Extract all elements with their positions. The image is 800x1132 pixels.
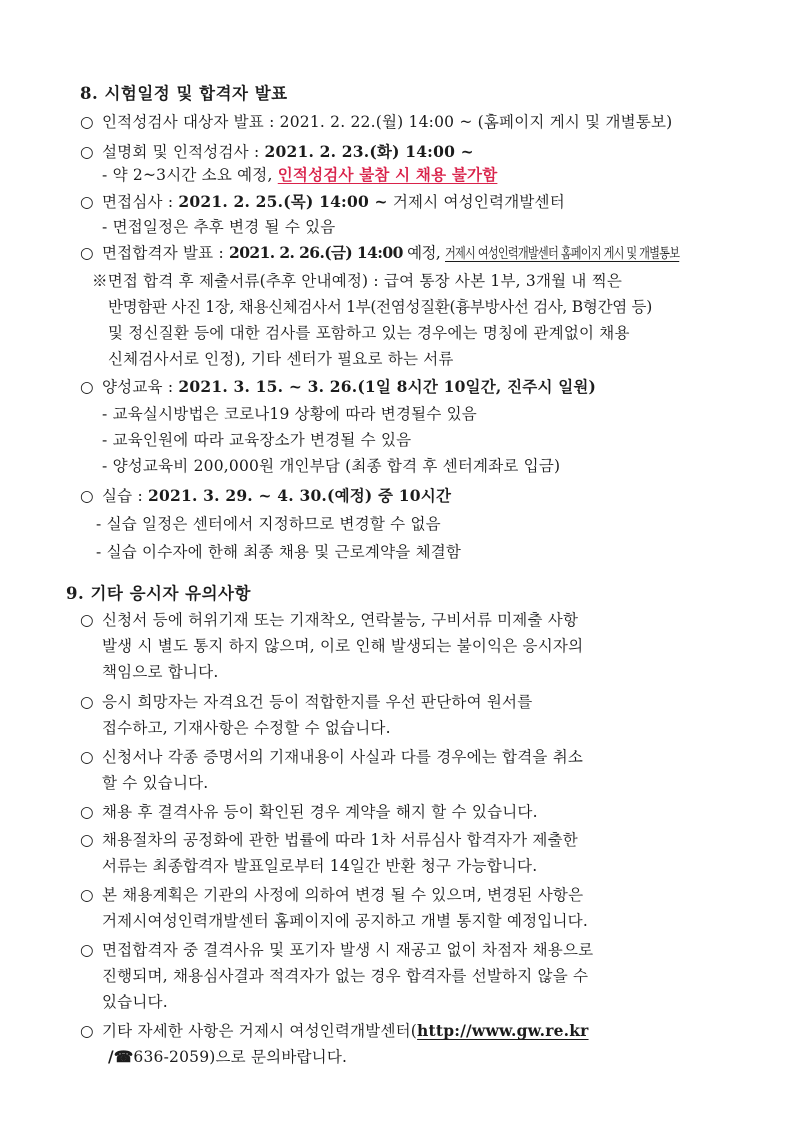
s8-item-5: ○ 양성교육 : 2021. 3. 15. ~ 3. 26.(1일 8시간 10일간, 진주시 일원) (80, 377, 597, 396)
s9-para-7-line-1: ○ 면접합격자 중 결격사유 및 포기자 발생 시 재공고 없이 차점자 채용으로 (80, 941, 594, 959)
s9-para-6-line-1: ○ 본 채용계획은 기관의 사정에 의하여 변경 될 수 있으며, 변경된 사항은 (80, 886, 584, 904)
s8-item-6-sub-2: - 실습 이수자에 한해 최종 채용 및 근로계약을 체결함 (96, 543, 462, 561)
s9-para-1-line-1: ○ 신청서 등에 허위기재 또는 기재착오, 연락불능, 구비서류 미제출 사항 (80, 611, 579, 629)
s8-item-5-sub-1: - 교육실시방법은 코로나19 상황에 따라 변경될수 있음 (102, 405, 477, 423)
s8-note-line-4: 신체검사서로 인정), 기타 센터가 필요로 하는 서류 (108, 350, 454, 368)
section-9-title: 9. 기타 응시자 유의사항 (66, 584, 251, 603)
section-8-title: 8. 시험일정 및 합격자 발표 (80, 84, 288, 103)
s8-item-5-sub-2: - 교육인원에 따라 교육장소가 변경될 수 있음 (102, 431, 412, 449)
s8-note-line-1: ※면접 합격 후 제출서류(추후 안내예정) : 급여 통장 사본 1부, 3개월 내 찍은 (92, 272, 623, 290)
s9-para-1-line-3: 책임으로 합니다. (102, 663, 219, 681)
s9-para-7-line-3: 있습니다. (102, 993, 168, 1011)
s9-para-4-line-1: ○ 채용 후 결격사유 등이 확인된 경우 계약을 해지 할 수 있습니다. (80, 803, 538, 821)
s9-para-2-line-2: 접수하고, 기재사항은 수정할 수 없습니다. (102, 719, 391, 737)
s8-item-4: ○ 면접합격자 발표 : 2021. 2. 26.(금) 14:00 예정, 거제시 여성인력개발센터 홈페이지 게시 및 개별통보 (80, 243, 679, 262)
s9-para-8-line-1: ○ 기타 자세한 사항은 거제시 여성인력개발센터(http://www.gw.re.kr (80, 1021, 589, 1040)
s9-para-3-line-2: 할 수 있습니다. (102, 774, 209, 792)
s9-para-3-line-1: ○ 신청서나 각종 증명서의 기재내용이 사실과 다를 경우에는 합격을 취소 (80, 748, 584, 766)
s9-para-6-line-2: 거제시여성인력개발센터 홈페이지에 공지하고 개별 통지할 예정입니다. (102, 912, 588, 930)
website-link[interactable]: http://www.gw.re.kr (417, 1021, 589, 1040)
s8-note-line-2: 반명함판 사진 1장, 채용신체검사서 1부(전염성질환(흉부방사선 검사, B형간염 등) (108, 298, 652, 316)
s8-item-6-sub-1: - 실습 일정은 센터에서 지정하므로 변경할 수 없음 (96, 515, 441, 533)
s8-item-2-sub: - 약 2~3시간 소요 예정, 인적성검사 불참 시 채용 불가함 (102, 165, 498, 184)
s9-para-2-line-1: ○ 응시 희망자는 자격요건 등이 적합한지를 우선 판단하여 원서를 (80, 693, 533, 711)
warning-text: 인적성검사 불참 시 채용 불가함 (277, 165, 498, 184)
s9-para-5-line-2: 서류는 최종합격자 발표일로부터 14일간 반환 청구 가능합니다. (102, 857, 538, 875)
s9-para-1-line-2: 발생 시 별도 통지 하지 않으며, 이로 인해 발생되는 불이익은 응시자의 (102, 637, 584, 655)
s8-item-3: ○ 면접심사 : 2021. 2. 25.(목) 14:00 ~ 거제시 여성인력개발센터 (80, 192, 565, 211)
s9-para-7-line-2: 진행되며, 채용심사결과 적격자가 없는 경우 합격자를 선발하지 않을 수 (102, 967, 589, 985)
phone-icon: ☎ (113, 1047, 134, 1066)
s8-item-5-sub-3: - 양성교육비 200,000원 개인부담 (최종 합격 후 센터계좌로 입금) (102, 457, 561, 475)
s8-item-1: ○ 인적성검사 대상자 발표 : 2021. 2. 22.(월) 14:00 ~ (홈페이지 게시 및 개별통보) (80, 113, 673, 131)
s8-item-6: ○ 실습 : 2021. 3. 29. ~ 4. 30.(예정) 중 10시간 (80, 486, 452, 505)
s9-para-8-line-2: /☎636-2059)으로 문의바랍니다. (108, 1047, 348, 1066)
s9-para-5-line-1: ○ 채용절차의 공정화에 관한 법률에 따라 1차 서류심사 합격자가 제출한 (80, 831, 578, 849)
s8-item-3-sub: - 면접일정은 추후 변경 될 수 있음 (102, 218, 336, 236)
s8-item-2: ○ 설명회 및 인적성검사 : 2021. 2. 23.(화) 14:00 ~ (80, 142, 474, 161)
s8-note-line-3: 및 정신질환 등에 대한 검사를 포함하고 있는 경우에는 명칭에 관계없이 채용 (108, 324, 630, 342)
